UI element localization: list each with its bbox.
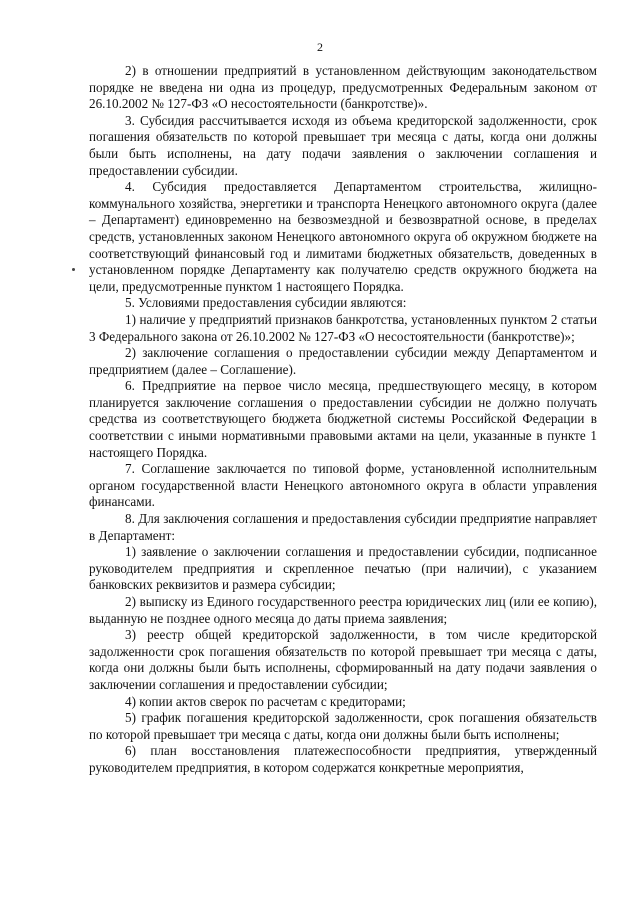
paragraph-6: 6. Предприятие на первое число месяца, предшествующего месяцу, в котором планируется заключение соглашения о предоставлении субсидии не должно получать средства из соответствующего бюджета бюджетной системы Российской Федерации в соответствии с иными нормативными правовыми актами на цели, указанные в пункте 1 настоящего Порядка. [89, 378, 597, 460]
paragraph-8-3: 3) реестр общей кредиторской задолженности, в том числе кредиторской задолженности срок погашения обязательств по которой превышает три месяца с даты, когда они должны были быть исполнены, сформированный на дату подачи заявления о заключении соглашения и предоставлении субсидии; [89, 627, 597, 692]
margin-dot [72, 268, 75, 271]
paragraph-5: 5. Условиями предоставления субсидии являются: [125, 295, 407, 311]
paragraph-8-6: 6) план восстановления платежеспособности предприятия, утвержденный руководителем предприятия, в котором содержатся конкретные мероприятия, [89, 743, 597, 775]
paragraph-2-2: 2) в отношении предприятий в установленном действующим законодательством порядке не введена ни одна из процедур, предусмотренных Федеральным законом от 26.10.2002 № 127-ФЗ «О несостоятельности (банкротстве)». [89, 63, 597, 112]
paragraph-8-2: 2) выписку из Единого государственного реестра юридических лиц (или ее копию), выданную не позднее одного месяца до даты приема заявления; [89, 594, 597, 626]
paragraph-8: 8. Для заключения соглашения и предоставления субсидии предприятие направляет в Департамент: [89, 511, 597, 543]
paragraph-5-1: 1) наличие у предприятий признаков банкротства, установленных пунктом 2 статьи 3 Федерального закона от 26.10.2002 № 127-ФЗ «О несостоятельности (банкротстве)»; [89, 311, 597, 344]
page-number: 2 [317, 40, 323, 54]
paragraph-8-5: 5) график погашения кредиторской задолженности, срок погашения обязательств по которой превышает три месяца с даты, когда они должны были быть исполнены; [89, 710, 597, 742]
paragraph-5-2: 2) заключение соглашения о предоставлении субсидии между Департаментом и предприятием (далее – Соглашение). [89, 345, 597, 377]
paragraph-4: 4. Субсидия предоставляется Департаментом строительства, жилищно-коммунального хозяйства, энергетики и транспорта Ненецкого автономного округа (далее – Департамент) единовременно на безвозмездной и безвозвратной основе, в пределах средств, установленных законом Ненецкого автономного округа об окружном бюджете на соответствующий финансовый год и лимитами бюджетных обязательств, доведенных в установленном порядке Департаменту как получателю средств окружного бюджета на цели, предусмотренные пунктом 1 настоящего Порядка. [89, 179, 597, 294]
paragraph-8-4: 4) копии актов сверок по расчетам с кредиторами; [125, 693, 406, 709]
paragraph-7: 7. Соглашение заключается по типовой форме, установленной исполнительным органом государственной власти Ненецкого автономного округа в области управления финансами. [89, 461, 597, 510]
paragraph-8-1: 1) заявление о заключении соглашения и предоставлении субсидии, подписанное руководителем предприятия и скрепленное печатью (при наличии), с указанием банковских реквизитов и размера субсидии; [89, 544, 597, 593]
paragraph-3: 3. Субсидия рассчитывается исходя из объема кредиторской задолженности, срок погашения обязательств по которой превышает три месяца с даты, когда они должны были быть исполнены, на дату подачи заявления о заключении соглашения и предоставлении субсидии. [89, 112, 597, 178]
document-body [89, 63, 597, 777]
